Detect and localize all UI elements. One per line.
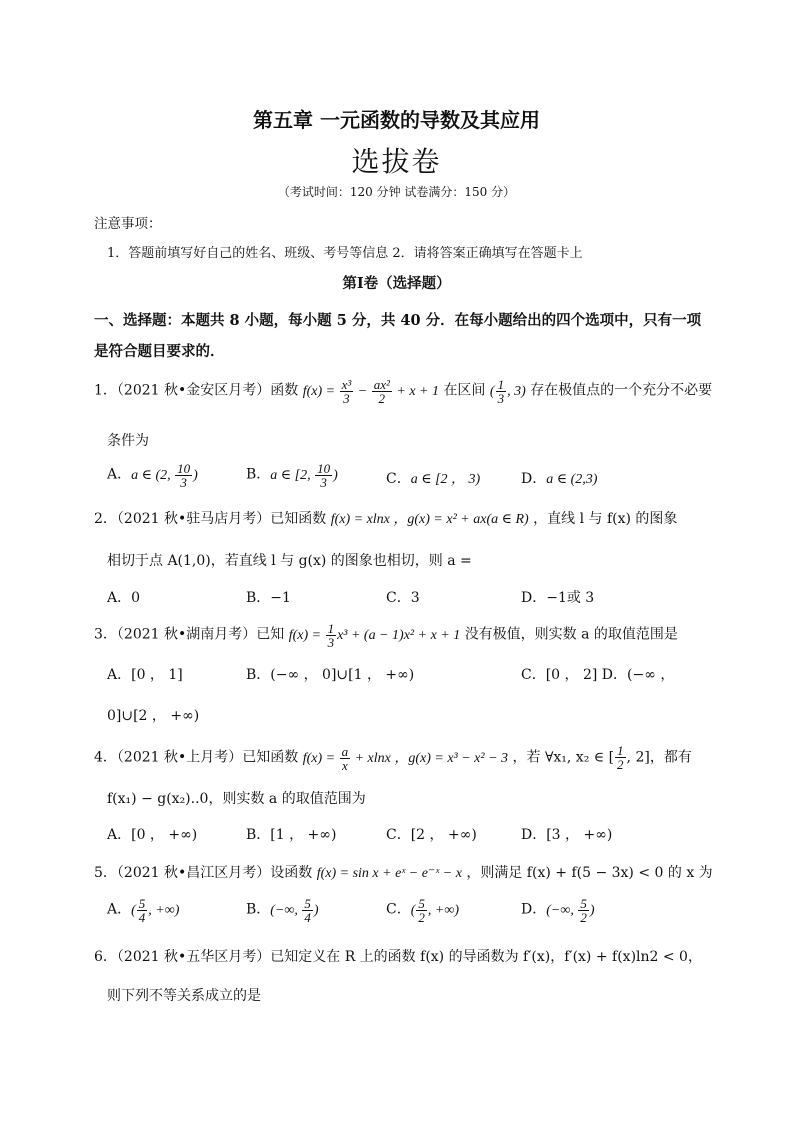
option-label: D． bbox=[521, 471, 547, 487]
question-6-line2: 则下列不等关系成立的是 bbox=[107, 988, 261, 1004]
question-2 bbox=[94, 508, 677, 528]
question-4: 4．（2021 秋•上月考）已知函数 f(x) = $\frac{a}{x}$ + xlnx ，g(x) = x³ − x² − 3 ，若 ∀x₁, x₂ ∈ [ $\frac{1}{2}$ , 2]，都有 bbox=[94, 743, 692, 773]
question-2-prefix: 2．（2021 秋•驻马店月考）已知函数 bbox=[94, 511, 331, 527]
option-label: B． bbox=[246, 901, 271, 918]
section-title: 第Ⅰ卷（选择题） bbox=[342, 275, 451, 292]
question-5-option-d[interactable]: D．(−∞, $\frac{5}{2}$ ) bbox=[521, 896, 595, 925]
question-2-text: ，直线 l 与 f(x) 的图象 bbox=[533, 511, 678, 527]
question-1-option-b[interactable]: B．a ∈ [2, $\frac{10}{3}$ ) bbox=[246, 461, 338, 490]
question-3-text: 没有极值，则实数 a 的取值范围是 bbox=[464, 626, 678, 643]
question-3-option-a[interactable]: A．[0 ， 1] bbox=[107, 667, 183, 683]
question-1-interval: ( $\frac{1}{3}$ , 3) bbox=[489, 377, 526, 406]
question-2-formula: f(x) = xlnx ，g(x) = x² + ax(a ∈ R) bbox=[330, 512, 529, 527]
question-5-option-b[interactable]: B．(−∞, $\frac{5}{4}$ ) bbox=[246, 896, 319, 925]
question-4-option-a[interactable]: A．[0 ， +∞) bbox=[107, 827, 198, 843]
question-6: 6．（2021 秋•五华区月考）已知定义在 R 上的函数 f(x) 的导函数为 f′(x)，f′(x) + f(x)ln2 < 0， bbox=[94, 949, 702, 965]
question-4-line2: f(x₁) − g(x₂)..0，则实数 a 的取值范围为 bbox=[107, 791, 366, 807]
question-2-option-c[interactable]: C．3 bbox=[386, 590, 420, 606]
question-4-text-2: , 2]，都有 bbox=[626, 749, 692, 766]
question-2-line2: 相切于点 A(1,0)，若直线 l 与 g(x) 的图象也相切，则 a = bbox=[107, 553, 472, 569]
question-3-formula: f(x) = $\frac{1}{3}$ x³ + (a − 1)x² + x + 1 bbox=[288, 621, 461, 650]
question-1-formula: f(x) = $\frac{\text{x³}}{3}$ − $\frac{\text{ax²}}{2}$ + x + 1 bbox=[302, 377, 439, 406]
notes-body: 1．答题前填写好自己的姓名、班级、考号等信息 2．请将答案正确填写在答题卡上 bbox=[107, 246, 583, 261]
question-5-text: ，则满足 f(x) + f(5 − 3x) < 0 的 x 为 bbox=[466, 865, 713, 881]
question-1-option-d[interactable]: D．a ∈ (2,3) bbox=[521, 471, 598, 487]
question-4-prefix: 4．（2021 秋•上月考）已知函数 bbox=[94, 749, 303, 766]
question-1-line2: 条件为 bbox=[107, 433, 149, 449]
question-2-option-b[interactable]: B．−1 bbox=[246, 590, 291, 606]
exam-meta: （考试时间：120 分钟 试卷满分：150 分） bbox=[277, 185, 516, 199]
page-title: 第五章 一元函数的导数及其应用 bbox=[253, 108, 540, 132]
question-4-text: ，若 ∀x₁, x₂ ∈ [ bbox=[512, 749, 615, 766]
question-5 bbox=[94, 862, 713, 882]
question-2-option-a[interactable]: A．0 bbox=[107, 590, 141, 606]
question-3-option-d-cont: 0]∪[2 ， +∞) bbox=[107, 708, 200, 724]
option-label: B． bbox=[246, 466, 271, 483]
question-3 bbox=[94, 622, 678, 649]
question-3-option-b[interactable]: B．(−∞ ， 0]∪[1 ， +∞) bbox=[246, 667, 415, 683]
option-label: D． bbox=[521, 901, 547, 918]
question-1-text-2: 存在极值点的一个充分不必要 bbox=[530, 382, 713, 399]
option-label: A． bbox=[107, 466, 132, 483]
question-4-option-c[interactable]: C．[2 ， +∞) bbox=[386, 827, 477, 843]
question-1-text: 在区间 bbox=[443, 382, 486, 399]
question-1-prefix: 1．（2021 秋•金安区月考）函数 bbox=[94, 382, 303, 399]
option-label: C． bbox=[386, 901, 411, 918]
option-label: A． bbox=[107, 901, 132, 918]
question-5-prefix: 5．（2021 秋•昌江区月考）设函数 bbox=[94, 865, 317, 881]
question-1-option-a[interactable]: A．a ∈ (2, $\frac{10}{3}$ ) bbox=[107, 461, 198, 490]
question-3-option-cd[interactable]: C．[0 ， 2] D．(−∞ ， bbox=[521, 667, 675, 683]
question-5-option-a[interactable]: A．( $\frac{5}{4}$ , +∞) bbox=[107, 896, 180, 925]
notes-heading: 注意事项： bbox=[94, 216, 162, 232]
question-5-formula: f(x) = sin x + eˣ − e⁻ˣ − x bbox=[316, 866, 462, 881]
question-4-option-b[interactable]: B．[1 ， +∞) bbox=[246, 827, 337, 843]
question-4-formula: f(x) = $\frac{a}{x}$ + xlnx ，g(x) = x³ − x² − 3 bbox=[302, 743, 509, 773]
question-2-option-d[interactable]: D．−1或 3 bbox=[521, 590, 595, 606]
question-3-prefix: 3．（2021 秋•湖南月考）已知 bbox=[94, 626, 289, 643]
question-1 bbox=[94, 378, 712, 405]
question-4-option-d[interactable]: D．[3 ， +∞) bbox=[521, 827, 613, 843]
part-heading: 一、选择题：本题共 8 小题，每小题 5 分，共 40 分．在每小题给出的四个选项中，只有一项是符合题目要求的． bbox=[94, 312, 702, 360]
option-label: C． bbox=[386, 471, 411, 487]
question-5-option-c[interactable]: C．( $\frac{5}{2}$ , +∞) bbox=[386, 896, 459, 925]
question-1-option-c[interactable]: C．a ∈ [2 ， 3) bbox=[386, 471, 481, 487]
page-subtitle: 选拔卷 bbox=[351, 145, 442, 178]
